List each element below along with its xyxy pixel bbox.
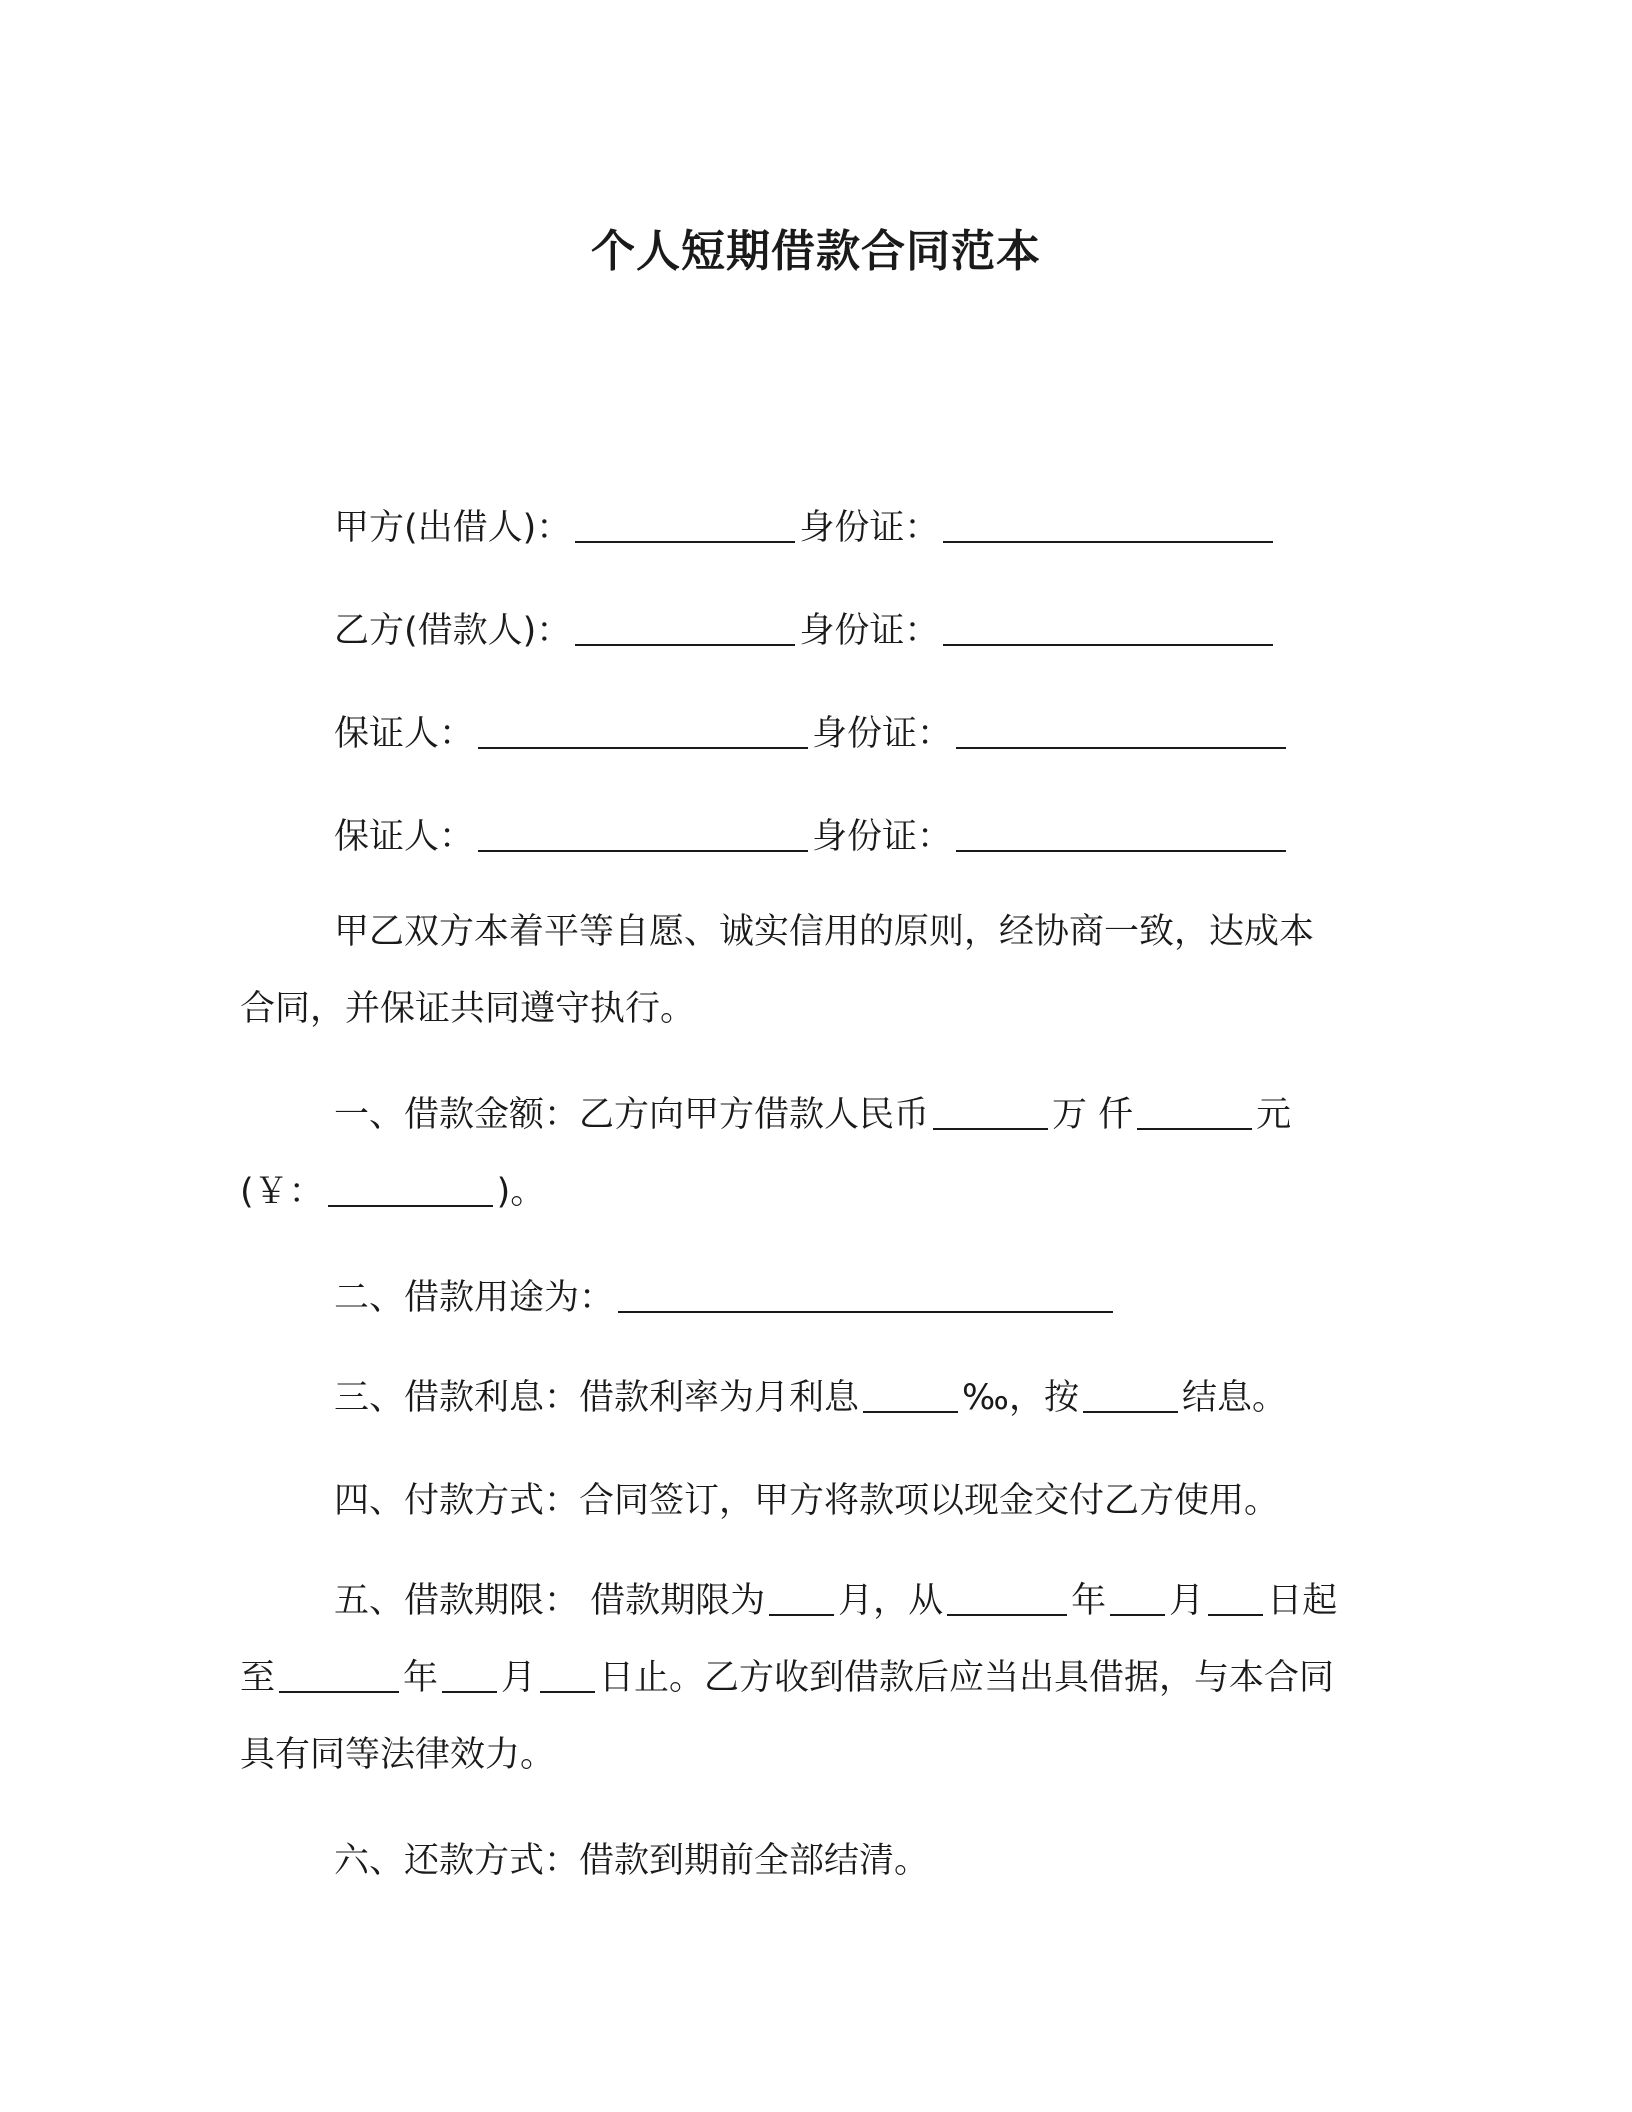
guarantor1-id-label: 身份证：	[812, 714, 953, 754]
start-year-label: 年	[1071, 1581, 1107, 1621]
clause-3-line	[334, 1373, 1287, 1423]
amount-qian-field[interactable]	[1137, 1094, 1252, 1130]
term-months-field[interactable]	[769, 1580, 834, 1616]
lender-label: 甲方(出借人)：	[334, 508, 572, 548]
borrower-label: 乙方(借款人)：	[334, 611, 572, 651]
clause-1-yuan: 元	[1256, 1095, 1292, 1135]
end-day-field[interactable]	[540, 1657, 595, 1693]
guarantor1-name-field[interactable]	[478, 713, 808, 749]
lender-row	[334, 503, 1277, 553]
lender-id-label: 身份证：	[799, 508, 940, 548]
end-day-label: 日止。乙方收到借款后应当出具借据，与本合同	[599, 1658, 1335, 1698]
start-day-label: 日起	[1267, 1581, 1338, 1621]
lender-name-field[interactable]	[575, 507, 795, 543]
interest-period-field[interactable]	[1083, 1377, 1178, 1413]
amount-number-field[interactable]	[328, 1171, 493, 1207]
intro-line-2: 合同，并保证共同遵守执行。	[240, 989, 696, 1029]
clause-5-line-3: 具有同等法律效力。	[240, 1735, 556, 1775]
borrower-name-field[interactable]	[575, 610, 795, 646]
clause-5-line-1	[334, 1576, 1337, 1626]
clause-1-close: )。	[496, 1172, 546, 1212]
clause-5-line-2	[240, 1653, 1334, 1703]
clause-6-line: 六、还款方式：借款到期前全部结清。	[334, 1841, 930, 1881]
start-month-label: 月	[1169, 1581, 1205, 1621]
intro-line-1: 甲乙双方本着平等自愿、诚实信用的原则，经协商一致，达成本	[334, 912, 1315, 952]
clause-5-to: 至	[240, 1658, 276, 1698]
clause-4-line: 四、付款方式：合同签订，甲方将款项以现金交付乙方使用。	[334, 1481, 1280, 1521]
start-month-field[interactable]	[1110, 1580, 1165, 1616]
document-title: 个人短期借款合同范本	[591, 226, 1041, 277]
lender-id-field[interactable]	[943, 507, 1273, 543]
guarantor1-label: 保证人：	[334, 714, 475, 754]
guarantor2-name-field[interactable]	[478, 816, 808, 852]
guarantor2-row	[334, 812, 1290, 862]
end-month-label: 月	[501, 1658, 537, 1698]
borrower-row	[334, 606, 1277, 656]
clause-1-text: 一、借款金额：乙方向甲方借款人民币	[334, 1095, 930, 1135]
clause-1-line-2	[240, 1167, 545, 1217]
loan-purpose-field[interactable]	[618, 1277, 1113, 1313]
start-year-field[interactable]	[947, 1580, 1067, 1616]
guarantor2-id-field[interactable]	[956, 816, 1286, 852]
guarantor2-id-label: 身份证：	[812, 817, 953, 857]
clause-2-text: 二、借款用途为：	[334, 1278, 615, 1318]
end-month-field[interactable]	[442, 1657, 497, 1693]
guarantor1-row	[334, 709, 1290, 759]
end-year-label: 年	[403, 1658, 439, 1698]
clause-1-unit: 万 仟	[1052, 1095, 1134, 1135]
end-year-field[interactable]	[279, 1657, 399, 1693]
start-day-field[interactable]	[1208, 1580, 1263, 1616]
borrower-id-label: 身份证：	[799, 611, 940, 651]
clause-1-line-1	[334, 1090, 1291, 1140]
clause-5-from: 月，从	[838, 1581, 944, 1621]
guarantor2-label: 保证人：	[334, 817, 475, 857]
borrower-id-field[interactable]	[943, 610, 1273, 646]
clause-3-end: 结息。	[1181, 1378, 1287, 1418]
clause-1-yen-label: (￥：	[240, 1172, 324, 1212]
guarantor1-id-field[interactable]	[956, 713, 1286, 749]
clause-5-text: 五、借款期限： 借款期限为	[334, 1581, 766, 1621]
interest-rate-field[interactable]	[863, 1377, 958, 1413]
clause-3-permille: ‰，按	[962, 1378, 1079, 1418]
clause-3-text: 三、借款利息：借款利率为月利息	[334, 1378, 860, 1418]
amount-wan-field[interactable]	[933, 1094, 1048, 1130]
clause-2-line	[334, 1273, 1117, 1323]
